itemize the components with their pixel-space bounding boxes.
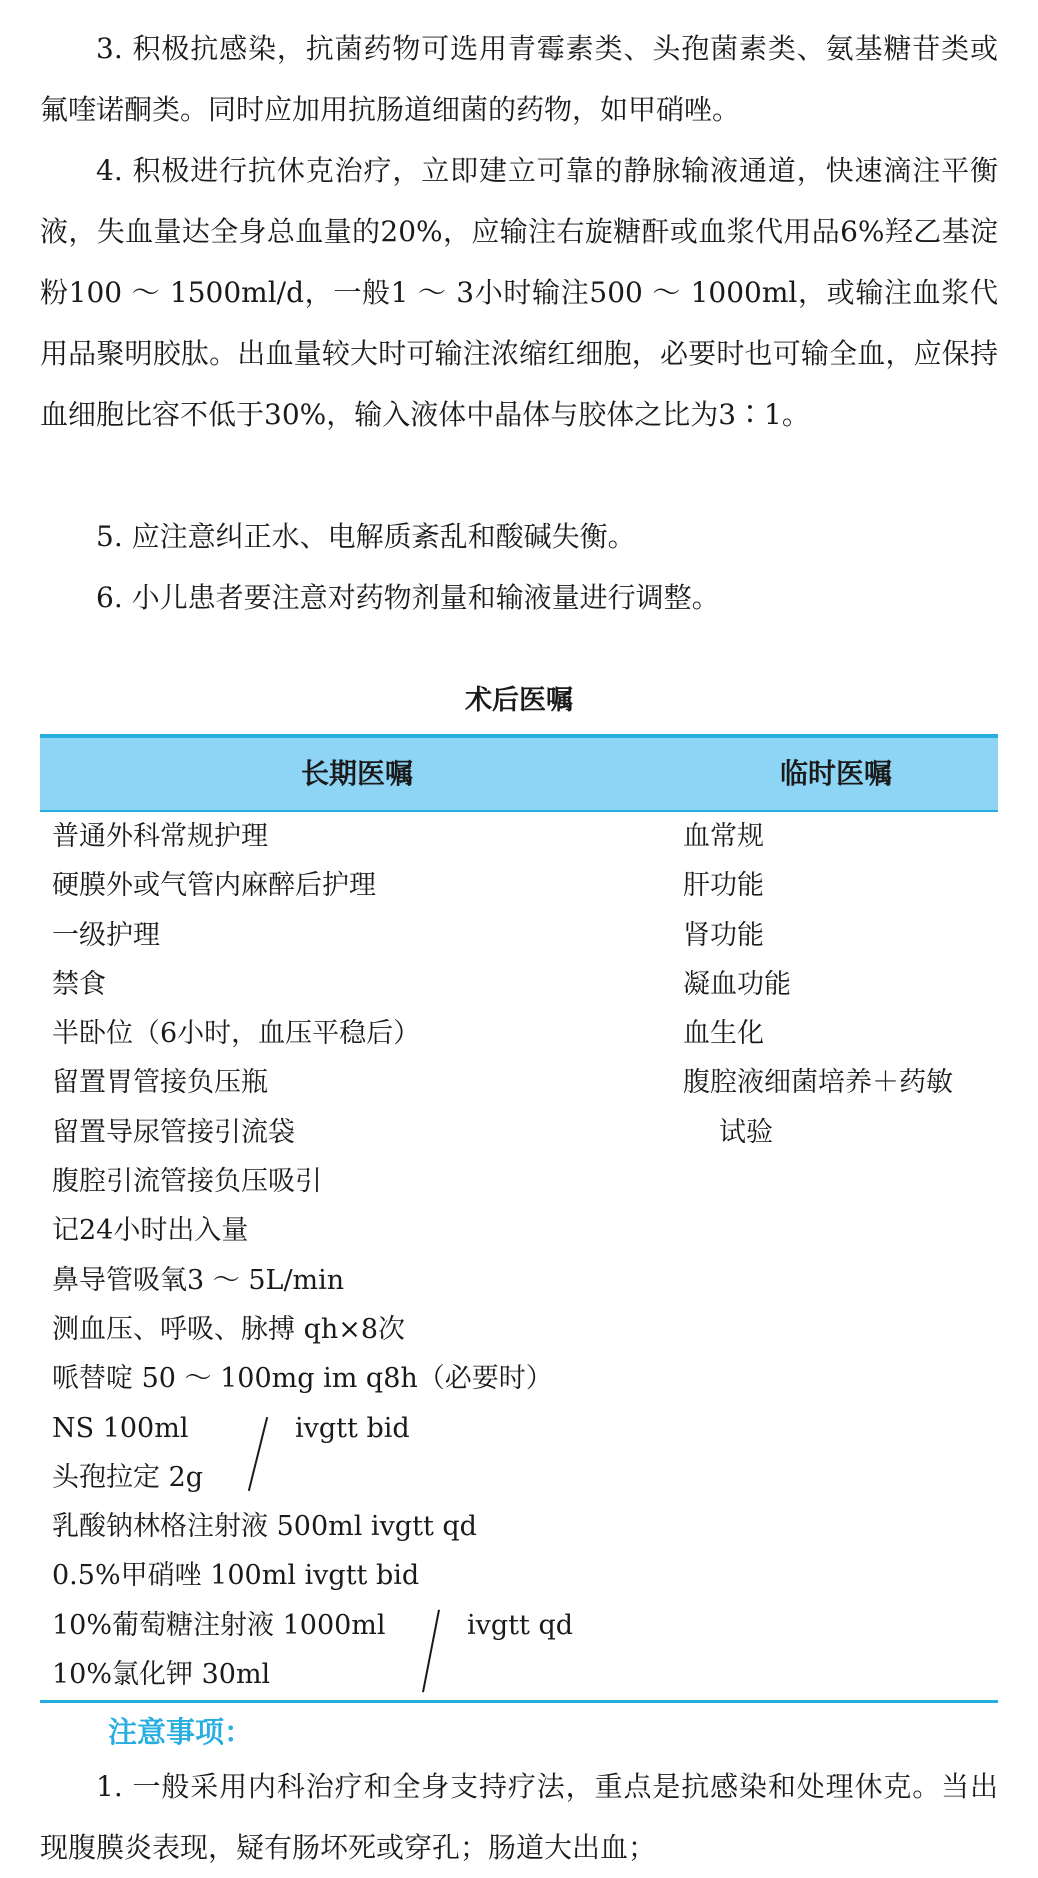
order-row: 哌替啶 50 ～ 100mg im q8h（必要时） [52,1363,553,1395]
paragraph-pediatric: 6. 小儿患者要注意对药物剂量和输液量进行调整。 [96,581,720,614]
header-long-term-orders: 长期医嘱 [300,757,413,790]
infusion-component: 10%葡萄糖注射液 1000ml [52,1609,386,1641]
order-row: 禁食 [52,968,106,1000]
temporary-orders-column [683,812,998,1157]
order-row: 肾功能 [683,919,764,951]
long-term-orders-column [52,812,652,1699]
order-row: 普通外科常规护理 [52,821,268,852]
order-row: 血生化 [683,1018,764,1050]
order-row: 留置导尿管接引流袋 [52,1116,295,1148]
order-row: 硬膜外或气管内麻醉后护理 [52,870,376,902]
paragraph-antiinfection: 3. 积极抗感染，抗菌药物可选用青霉素类、头孢菌素类、氨基糖苷类或氟喹诺酮类。同时应加用抗肠道细菌的药物，如甲硝唑。 [40,32,998,126]
order-row: 测血压、呼吸、脉搏 qh×8次 [52,1313,406,1345]
order-row-continued: 试验 [719,1116,773,1148]
infusion-route: ivgtt bid [295,1412,410,1444]
order-row: 记24小时出入量 [52,1215,249,1247]
order-row: 腹腔液细菌培养＋药敏 [683,1067,953,1099]
combined-infusion-2 [52,1601,652,1700]
table-caption: 术后医嘱 [465,685,573,716]
order-row: 一级护理 [52,919,160,951]
order-row: 肝功能 [683,870,764,902]
order-row: 留置胃管接负压瓶 [52,1067,268,1099]
notes-paragraph: 1. 一般采用内科治疗和全身支持疗法，重点是抗感染和处理休克。当出现腹膜炎表现，疑有肠坏死或穿孔；肠道大出血； [40,1770,998,1864]
infusion-component: 10%氯化钾 30ml [52,1659,271,1691]
order-row: 半卧位（6小时，血压平稳后） [52,1018,421,1050]
order-row: 0.5%甲硝唑 100ml ivgtt bid [52,1560,420,1592]
order-row: 乳酸钠林格注射液 500ml ivgtt qd [52,1511,477,1543]
order-row: 腹腔引流管接负压吸引 [52,1166,322,1198]
order-row: 血常规 [683,821,764,852]
infusion-component: NS 100ml [52,1412,189,1444]
order-row: 鼻导管吸氧3 ～ 5L/min [52,1264,345,1296]
combined-infusion-1 [52,1404,652,1503]
paragraph-electrolytes: 5. 应注意纠正水、电解质紊乱和酸碱失衡。 [96,520,636,553]
order-row: 凝血功能 [683,968,791,1000]
table-bottom-rule [40,1700,998,1703]
infusion-component: 头孢拉定 2g [52,1461,204,1493]
notes-heading: 注意事项： [108,1715,254,1749]
infusion-route: ivgtt qd [467,1609,574,1641]
paragraph-antishock: 4. 积极进行抗休克治疗，立即建立可靠的静脉输液通道，快速滴注平衡液，失血量达全身总血量的20%，应输注右旋糖酐或血浆代用品6%羟乙基淀粉100 ～ 1500ml/d，一般1 ～ 3小时输注500 ～ 1000ml，或输注血浆代用品聚明胶肽。出血量较大时可输注浓缩红细胞，必要时也可输全血，应保持血细胞比容不低于30%，输入液体中晶体与胶体之比为3∶1。 [40,154,998,431]
header-temporary-orders: 临时医嘱 [779,757,892,790]
